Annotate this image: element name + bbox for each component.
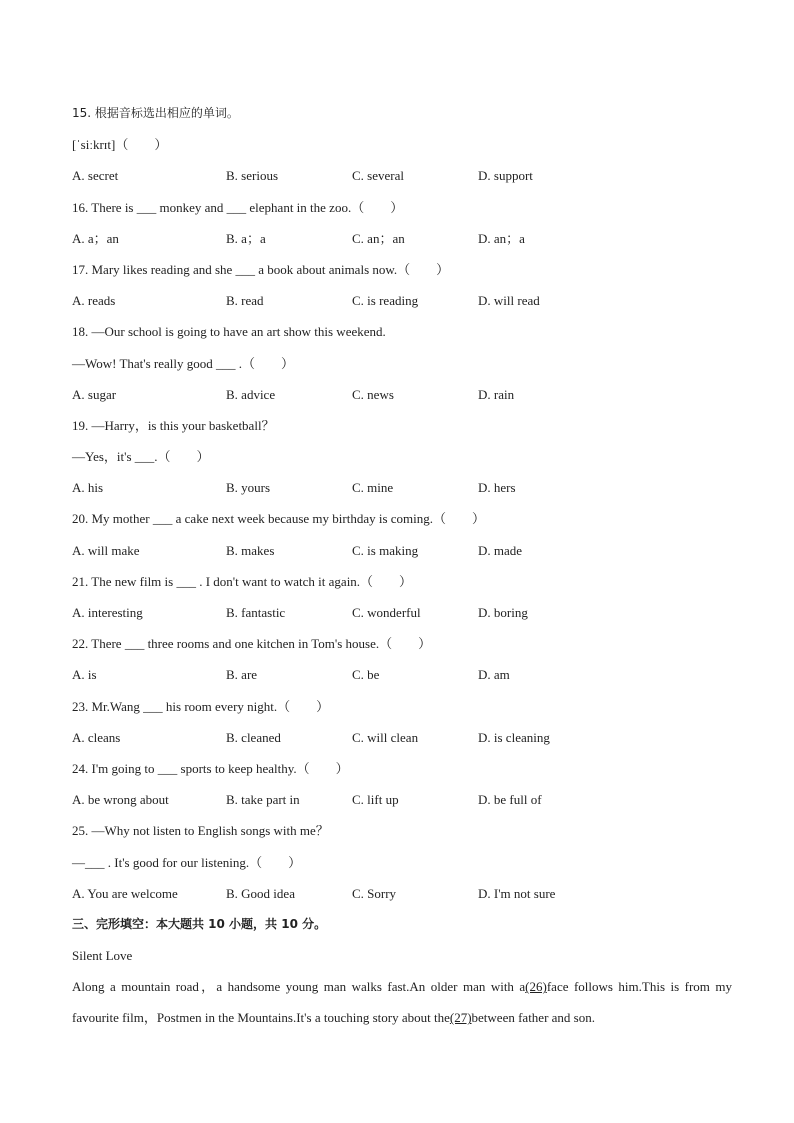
option-d: D. I'm not sure: [478, 885, 556, 901]
option-d: D. be full of: [478, 792, 542, 808]
option-a: A. You are welcome: [72, 885, 178, 901]
question-15-stem: 15. 根据音标选出相应的单词。: [72, 106, 239, 120]
blank-26: (26): [525, 979, 547, 995]
question-23-stem: 23. Mr.Wang ___ his room every night.（ ）: [72, 698, 330, 714]
option-a: A. reads: [72, 293, 116, 309]
exam-page: [72, 98, 732, 1034]
option-b: B. read: [226, 293, 264, 309]
question-24-stem: 24. I'm going to ___ sports to keep healthy.（ ）: [72, 760, 349, 776]
option-b: B. are: [226, 667, 258, 683]
question-21-stem: 21. The new film is ___ . I don't want to watch it again.（ ）: [72, 573, 413, 589]
option-b: B. fantastic: [226, 605, 286, 620]
option-d: D. am: [478, 667, 510, 683]
option-d: D. is cleaning: [478, 729, 550, 745]
question-18-stem: 18. —Our school is going to have an art show this weekend.: [72, 324, 386, 340]
option-c: C. mine: [352, 480, 394, 496]
option-a: A. will make: [72, 542, 140, 558]
question-22-options: [72, 659, 732, 690]
option-b: B. serious: [226, 168, 278, 184]
option-c: C. several: [352, 168, 404, 184]
option-d: D. support: [478, 168, 533, 184]
passage-paragraph: [72, 971, 732, 1033]
question-17-options: [72, 285, 732, 316]
option-a: A. sugar: [72, 386, 117, 402]
option-c: C. is reading: [352, 293, 419, 309]
question-16-stem: 16. There is ___ monkey and ___ elephant in the zoo.（ ）: [72, 199, 404, 215]
question-23-options: [72, 722, 732, 753]
question-15-phonetic: [ˈsiːkrɪt]（ ）: [72, 137, 168, 153]
question-21-options: [72, 597, 732, 628]
option-b: B. take part in: [226, 792, 300, 808]
option-c: C. an；an: [352, 230, 405, 246]
option-a: A. interesting: [72, 605, 143, 620]
question-25-stem: 25. —Why not listen to English songs with me？: [72, 823, 329, 839]
option-a: A. secret: [72, 168, 119, 184]
option-c: C. news: [352, 386, 394, 402]
option-b: B. makes: [226, 542, 275, 558]
passage-text: Along a mountain road，a handsome young man walks fast.An older man with a: [72, 979, 526, 995]
option-c: C. lift up: [352, 792, 399, 808]
option-a: A. his: [72, 480, 104, 496]
question-19-reply: —Yes，it's ___.（ ）: [72, 449, 210, 465]
option-c: C. wonderful: [352, 605, 421, 620]
option-a: A. cleans: [72, 729, 121, 745]
question-22-stem: 22. There ___ three rooms and one kitchen in Tom's house.（ ）: [72, 636, 432, 652]
option-c: C. be: [352, 667, 380, 683]
option-d: D. boring: [478, 605, 528, 620]
question-16-options: [72, 223, 732, 254]
option-c: C. will clean: [352, 729, 419, 745]
option-d: D. made: [478, 542, 523, 558]
option-b: B. yours: [226, 480, 271, 496]
blank-27: (27): [449, 1010, 472, 1026]
question-17-stem: 17. Mary likes reading and she ___ a book about animals now.（ ）: [72, 261, 450, 277]
passage-text: between father and son.: [471, 1010, 595, 1026]
question-24-options: [72, 784, 732, 815]
option-d: D. rain: [478, 386, 515, 402]
option-a: A. a；an: [72, 230, 119, 246]
passage-title: Silent Love: [72, 948, 133, 964]
option-d: D. hers: [478, 480, 516, 496]
option-a: A. be wrong about: [72, 792, 169, 808]
question-25-reply: —___ . It's good for our listening.（ ）: [72, 854, 302, 870]
option-b: B. a；a: [226, 230, 266, 246]
option-b: B. cleaned: [226, 729, 281, 745]
option-d: D. will read: [478, 293, 540, 309]
option-c: C. Sorry: [352, 885, 397, 901]
option-b: B. advice: [226, 386, 276, 402]
question-19-stem: 19. —Harry，is this your basketball？: [72, 417, 275, 433]
question-18-reply: —Wow! That's really good ___ .（ ）: [72, 355, 295, 371]
question-19-options: [72, 472, 732, 503]
option-d: D. an；a: [478, 230, 525, 246]
passage-text: face follows him.This is from my favourite film，Postmen in the Mountains.It's a touching story about the: [72, 979, 732, 1026]
question-20-stem: 20. My mother ___ a cake next week because my birthday is coming.（ ）: [72, 511, 486, 527]
option-c: C. is making: [352, 542, 419, 558]
question-25-options: [72, 878, 732, 909]
section-3-heading: 三、完形填空：本大题共 10 小题，共 10 分。: [72, 916, 327, 931]
question-15-options: [72, 160, 732, 191]
question-18-options: [72, 379, 732, 410]
question-20-options: [72, 535, 732, 566]
option-a: A. is: [72, 667, 97, 683]
option-b: B. Good idea: [226, 885, 295, 901]
